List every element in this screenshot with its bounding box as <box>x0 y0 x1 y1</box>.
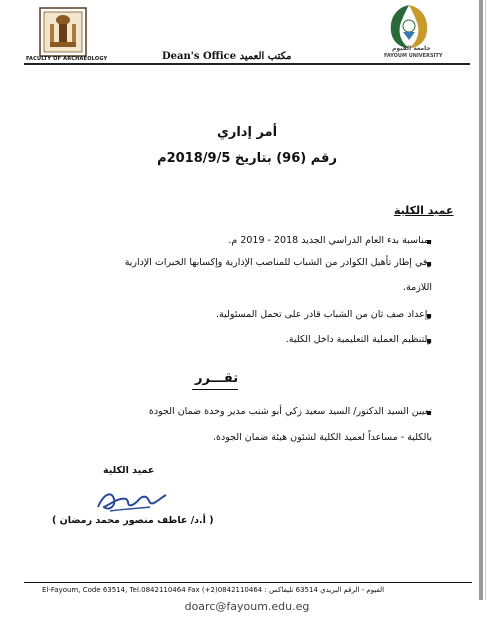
bullet-item: وفي إطار تأهيل الكوادر من الشباب للمناصب الإدارية وإكسابها الخبرات الإدارية <box>124 257 432 268</box>
faculty-name-en: FACULTY OF ARCHAEOLOGY <box>26 56 108 62</box>
decision-heading-underline <box>192 389 238 390</box>
contact-email: doarc@fayoum.edu.eg <box>184 600 310 613</box>
faculty-archaeology-logo <box>34 4 92 60</box>
dean-heading: عميد الكلية <box>394 204 454 217</box>
decision-heading: تقـــرر <box>195 371 239 386</box>
decision-line: بالكلية - مساعداً لعميد الكلية لشئون هيئة ضمان الجودة. <box>212 432 432 443</box>
decree-number-date: رقم (96) بتاريخ 2018/9/5م <box>157 151 337 166</box>
document-title: أمر إداري <box>216 125 278 140</box>
signatory-name: ( أ.د/ عاطف منصور محمد رمضان ) <box>52 515 214 526</box>
page-border-right <box>479 0 483 600</box>
signatory-title: عميد الكلية <box>103 465 155 476</box>
bullet-item: ولتنظيم العملية التعليمية داخل الكلية. <box>285 334 432 345</box>
handwritten-signature <box>90 483 170 519</box>
deans-office-label: Dean's Office مكتب العميد <box>162 51 292 62</box>
bullet-item: بمناسبة بدء العام الدراسي الجديد 2018 - 2019 م. <box>228 235 432 246</box>
header-divider <box>24 63 470 65</box>
university-name-en: FAYOUM UNIVERSITY <box>384 53 443 59</box>
bullet-item-continuation: اللازمة. <box>403 282 432 293</box>
page-border-right-inner <box>485 0 486 600</box>
university-name-ar: جامعة الفيوم <box>392 45 431 52</box>
footer-contact: El-Fayoum, Code 63514, Tel.0842110464 Fax (+2)0842110464 : الفيوم - الرقم البريدي 63514 تليفاكس <box>42 586 385 594</box>
footer-divider <box>24 582 472 583</box>
bullet-item: وإعداد صف ثان من الشباب قادر على تحمل المسئولية. <box>216 309 432 320</box>
decision-line: تعيين السيد الدكتور/ السيد سعيد زكي أبو شنب مدير وحدة ضمان الجودة <box>148 406 432 417</box>
